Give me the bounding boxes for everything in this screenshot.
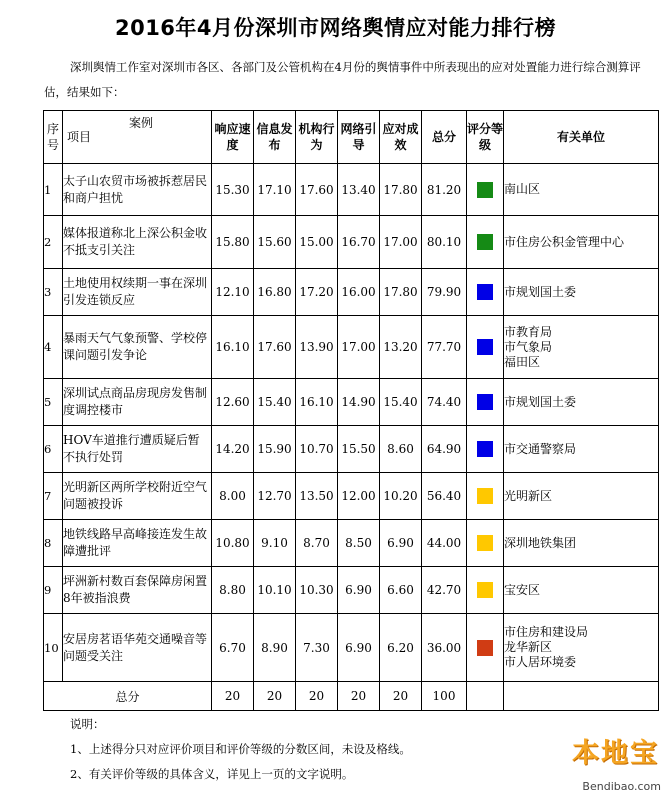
- header-network: 网络引导: [338, 111, 380, 164]
- row-network: 12.00: [338, 473, 380, 520]
- row-response: 15.80: [212, 216, 254, 269]
- notes: [70, 712, 411, 787]
- row-response: 8.00: [212, 473, 254, 520]
- row-seq: 7: [44, 473, 63, 520]
- row-case: 太子山农贸市场被拆惹居民和商户担忧: [63, 164, 212, 216]
- table-row: [44, 614, 659, 682]
- row-unit: [504, 473, 659, 520]
- row-info: 15.90: [254, 426, 296, 473]
- row-response: 15.30: [212, 164, 254, 216]
- totals-label: 总分: [44, 682, 212, 711]
- row-unit: [504, 269, 659, 316]
- row-total: 81.20: [422, 164, 467, 216]
- row-case: 暴雨天气气象预警、学校停课问题引发争论: [63, 316, 212, 379]
- totals-outcome: 20: [380, 682, 422, 711]
- row-network: 16.70: [338, 216, 380, 269]
- row-unit: [504, 520, 659, 567]
- row-total: 64.90: [422, 426, 467, 473]
- row-unit: [504, 614, 659, 682]
- row-total: 56.40: [422, 473, 467, 520]
- row-outcome: 17.00: [380, 216, 422, 269]
- row-network: 14.90: [338, 379, 380, 426]
- row-unit: [504, 316, 659, 379]
- row-agency: 13.50: [296, 473, 338, 520]
- row-unit: [504, 216, 659, 269]
- row-seq: 5: [44, 379, 63, 426]
- row-grade: [467, 216, 504, 269]
- grade-square-icon: [477, 182, 493, 198]
- unit-name: 市人居环境委: [504, 655, 577, 669]
- row-agency: 7.30: [296, 614, 338, 682]
- unit-name: 市规划国土委: [504, 284, 577, 299]
- row-grade: [467, 316, 504, 379]
- row-total: 77.70: [422, 316, 467, 379]
- row-grade: [467, 520, 504, 567]
- grade-square-icon: [477, 339, 493, 355]
- watermark-logo: 本地宝: [572, 738, 659, 769]
- row-info: 9.10: [254, 520, 296, 567]
- row-unit: [504, 426, 659, 473]
- table-row: [44, 216, 659, 269]
- row-grade: [467, 473, 504, 520]
- row-agency: 13.90: [296, 316, 338, 379]
- grade-square-icon: [477, 640, 493, 656]
- row-case: HOV车道推行遭质疑后暂不执行处罚: [63, 426, 212, 473]
- row-response: 12.60: [212, 379, 254, 426]
- row-response: 10.80: [212, 520, 254, 567]
- row-total: 79.90: [422, 269, 467, 316]
- row-outcome: 8.60: [380, 426, 422, 473]
- row-seq: 3: [44, 269, 63, 316]
- row-case: 坪洲新村数百套保障房闲置8年被指浪费: [63, 567, 212, 614]
- row-seq: 10: [44, 614, 63, 682]
- row-seq: 4: [44, 316, 63, 379]
- header-response: 响应速度: [212, 111, 254, 164]
- row-info: 15.60: [254, 216, 296, 269]
- row-grade: [467, 269, 504, 316]
- row-outcome: 6.60: [380, 567, 422, 614]
- row-grade: [467, 379, 504, 426]
- row-outcome: 10.20: [380, 473, 422, 520]
- row-outcome: 6.90: [380, 520, 422, 567]
- totals-row: [44, 682, 659, 711]
- row-network: 8.50: [338, 520, 380, 567]
- row-outcome: 17.80: [380, 269, 422, 316]
- row-agency: 10.70: [296, 426, 338, 473]
- watermark-url: Bendibao.com: [582, 780, 661, 793]
- row-info: 15.40: [254, 379, 296, 426]
- row-case: 光明新区两所学校附近空气问题被投诉: [63, 473, 212, 520]
- totals-total: 100: [422, 682, 467, 711]
- row-info: 16.80: [254, 269, 296, 316]
- row-unit: [504, 164, 659, 216]
- unit-name: 福田区: [504, 354, 541, 369]
- row-agency: 17.60: [296, 164, 338, 216]
- row-response: 16.10: [212, 316, 254, 379]
- row-total: 42.70: [422, 567, 467, 614]
- unit-name: 宝安区: [504, 582, 541, 597]
- row-grade: [467, 567, 504, 614]
- row-info: 17.60: [254, 316, 296, 379]
- grade-square-icon: [477, 441, 493, 457]
- table-row: [44, 426, 659, 473]
- unit-name: 市交通警察局: [504, 441, 577, 456]
- row-agency: 10.30: [296, 567, 338, 614]
- unit-name: 市规划国土委: [504, 394, 577, 409]
- row-seq: 9: [44, 567, 63, 614]
- row-case: 土地使用权续期一事在深圳引发连锁反应: [63, 269, 212, 316]
- row-response: 12.10: [212, 269, 254, 316]
- table-body: [44, 164, 659, 682]
- row-info: 8.90: [254, 614, 296, 682]
- row-total: 80.10: [422, 216, 467, 269]
- row-info: 17.10: [254, 164, 296, 216]
- grade-square-icon: [477, 488, 493, 504]
- header-outcome: 应对成效: [380, 111, 422, 164]
- row-case: 地铁线路早高峰接连发生故障遭批评: [63, 520, 212, 567]
- header-case: [63, 111, 212, 164]
- row-total: 44.00: [422, 520, 467, 567]
- table-row: [44, 473, 659, 520]
- row-outcome: 13.20: [380, 316, 422, 379]
- row-seq: 2: [44, 216, 63, 269]
- row-outcome: 15.40: [380, 379, 422, 426]
- row-network: 13.40: [338, 164, 380, 216]
- totals-network: 20: [338, 682, 380, 711]
- notes-item-1: 1、上述得分只对应评价项目和评价等级的分数区间，未设及格线。: [70, 742, 411, 756]
- row-case: 安居房茗语华苑交通噪音等问题受关注: [63, 614, 212, 682]
- header-grade: 评分等级: [467, 111, 504, 164]
- table-row: [44, 379, 659, 426]
- grade-square-icon: [477, 535, 493, 551]
- table-row: [44, 164, 659, 216]
- row-network: 16.00: [338, 269, 380, 316]
- table-row: [44, 316, 659, 379]
- row-case: 深圳试点商品房现房发售制度调控楼市: [63, 379, 212, 426]
- totals-unit-empty: [504, 682, 659, 711]
- row-agency: 17.20: [296, 269, 338, 316]
- row-outcome: 17.80: [380, 164, 422, 216]
- grade-square-icon: [477, 582, 493, 598]
- table-row: [44, 520, 659, 567]
- watermark: [529, 731, 667, 795]
- row-outcome: 6.20: [380, 614, 422, 682]
- totals-response: 20: [212, 682, 254, 711]
- unit-name: 市教育局: [504, 324, 553, 339]
- table-row: [44, 567, 659, 614]
- header-agency: 机构行为: [296, 111, 338, 164]
- notes-title: 说明：: [70, 717, 105, 731]
- header-total: 总分: [422, 111, 467, 164]
- totals-info: 20: [254, 682, 296, 711]
- row-seq: 1: [44, 164, 63, 216]
- unit-name: 市气象局: [504, 339, 553, 354]
- unit-name: 龙华新区: [504, 640, 553, 654]
- row-network: 17.00: [338, 316, 380, 379]
- header-seq: 序号: [44, 111, 63, 164]
- page-title: 2016年4月份深圳市网络舆情应对能力排行榜: [114, 16, 557, 40]
- row-total: 74.40: [422, 379, 467, 426]
- ranking-table: [43, 110, 659, 711]
- row-info: 10.10: [254, 567, 296, 614]
- row-total: 36.00: [422, 614, 467, 682]
- row-agency: 16.10: [296, 379, 338, 426]
- grade-square-icon: [477, 394, 493, 410]
- row-seq: 6: [44, 426, 63, 473]
- grade-square-icon: [477, 234, 493, 250]
- row-grade: [467, 426, 504, 473]
- unit-name: 市住房公积金管理中心: [504, 234, 625, 249]
- row-network: 6.90: [338, 567, 380, 614]
- unit-name: 南山区: [504, 182, 541, 196]
- row-info: 12.70: [254, 473, 296, 520]
- row-response: 14.20: [212, 426, 254, 473]
- header-unit: 有关单位: [504, 111, 659, 164]
- row-grade: [467, 614, 504, 682]
- header-case-top: 案例: [129, 116, 154, 130]
- row-network: 15.50: [338, 426, 380, 473]
- row-seq: 8: [44, 520, 63, 567]
- row-grade: [467, 164, 504, 216]
- row-agency: 15.00: [296, 216, 338, 269]
- row-case: 媒体报道称北上深公积金收不抵支引关注: [63, 216, 212, 269]
- row-unit: [504, 567, 659, 614]
- row-agency: 8.70: [296, 520, 338, 567]
- notes-item-2: 2、有关评价等级的具体含义，详见上一页的文字说明。: [70, 767, 354, 781]
- header-row: [44, 111, 659, 164]
- table-row: [44, 269, 659, 316]
- row-response: 8.80: [212, 567, 254, 614]
- totals-grade-empty: [467, 682, 504, 711]
- unit-name: 光明新区: [504, 488, 553, 503]
- header-info: 信息发布: [254, 111, 296, 164]
- grade-square-icon: [477, 284, 493, 300]
- totals-agency: 20: [296, 682, 338, 711]
- unit-name: 市住房和建设局: [504, 625, 589, 639]
- unit-name: 深圳地铁集团: [504, 535, 577, 550]
- row-unit: [504, 379, 659, 426]
- row-response: 6.70: [212, 614, 254, 682]
- row-network: 6.90: [338, 614, 380, 682]
- header-case-bottom: 项目: [67, 130, 92, 144]
- intro-paragraph: 深圳舆情工作室对深圳市各区、各部门及公管机构在4月份的舆情事件中所表现出的应对处置能力进行综合测算评估，结果如下：: [44, 60, 641, 99]
